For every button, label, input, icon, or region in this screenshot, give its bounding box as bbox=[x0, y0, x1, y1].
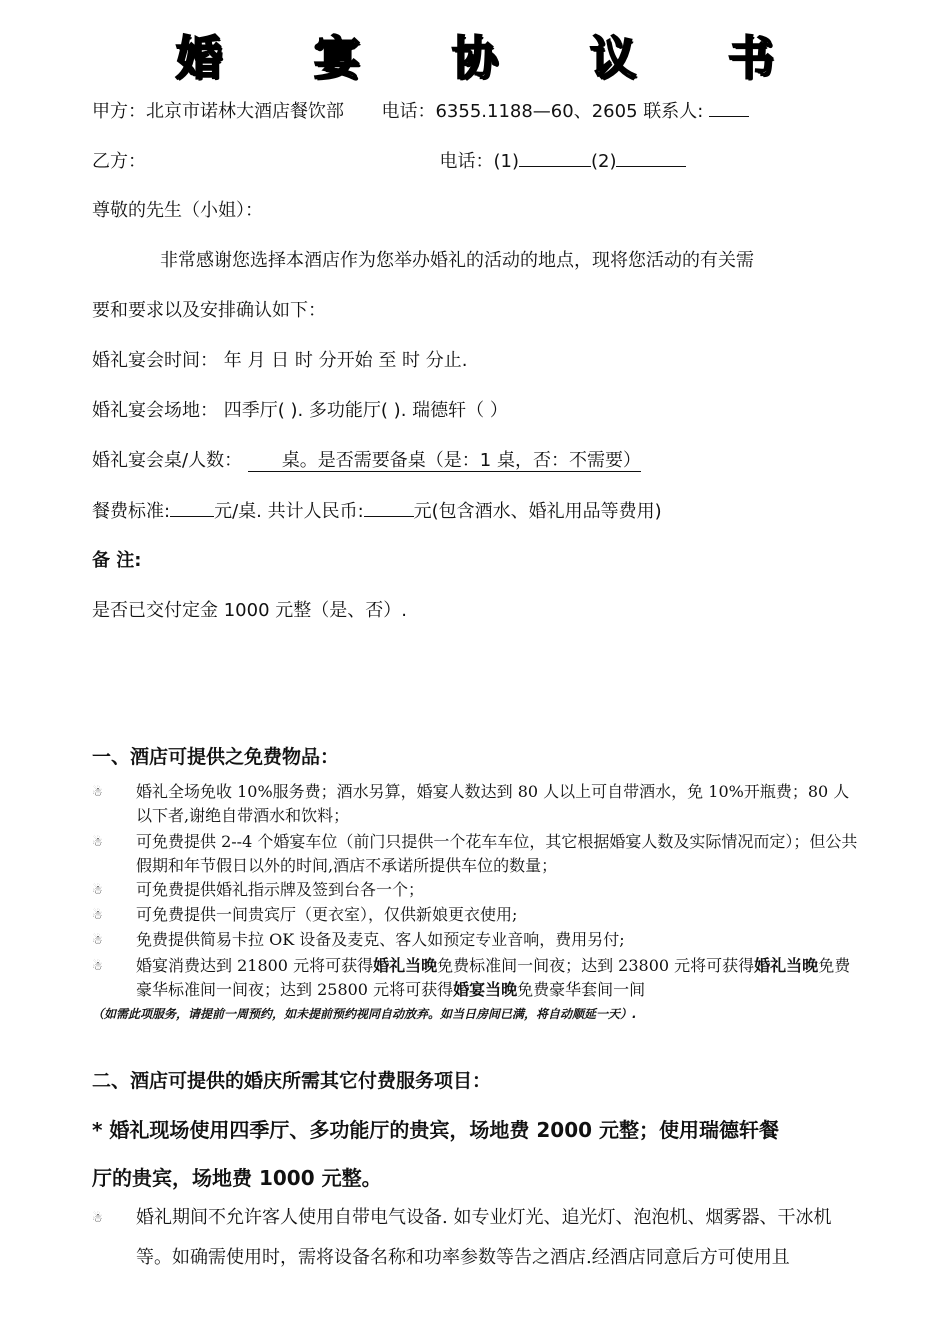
section-2-venue-fee-1: * 婚礼现场使用四季厅、多功能厅的贵宾，场地费 2000 元整；使用瑞德轩餐 bbox=[92, 1118, 780, 1142]
wedding-time-line: 婚礼宴会时间： 年 月 日 时 分开始 至 时 分止. bbox=[92, 350, 468, 371]
tables-line bbox=[92, 446, 641, 472]
bullet-icon: ☃ bbox=[92, 835, 103, 849]
list-item: ☃ 可免费提供婚礼指示牌及签到台各一个； bbox=[92, 878, 862, 902]
party-b-name: 乙方： bbox=[92, 150, 146, 172]
party-b-phone-label: 电话：(1) bbox=[439, 150, 519, 172]
section-1-note: （如需此项服务，请提前一周预约，如未提前预约视同自动放弃。如当日房间已满，将自动顺延一天）. bbox=[92, 1007, 637, 1021]
fee-per-table-blank[interactable] bbox=[170, 496, 214, 517]
tables-label: 婚礼宴会桌/人数： bbox=[92, 450, 243, 471]
list-item: ☃ 婚宴消费达到 21800 元将可获得婚礼当晚免费标准间一间夜；达到 23800 元将可获得婚礼当晚免费豪华标准间一间夜；达到 25800 元将可获得婚宴当晚免费豪华套间一间 bbox=[92, 956, 851, 999]
bullet-icon: ☃ bbox=[92, 1211, 103, 1225]
remark-label: 备 注: bbox=[92, 550, 142, 571]
fee-total-blank[interactable] bbox=[364, 496, 414, 517]
intro-line-2: 要和要求以及安排确认如下： bbox=[92, 300, 326, 321]
document-title: 婚 宴 协 议 书 bbox=[175, 31, 813, 85]
fee-per-table-text: 元/桌. 共计人民币: bbox=[214, 500, 364, 522]
bullet-icon: ☃ bbox=[92, 908, 103, 922]
section-2-heading: 二、酒店可提供的婚庆所需其它付费服务项目： bbox=[92, 1070, 492, 1092]
fee-line bbox=[92, 496, 662, 523]
bullet-icon: ☃ bbox=[92, 785, 103, 799]
list-item: ☃ 可免费提供一间贵宾厅（更衣室），仅供新娘更衣使用; bbox=[92, 903, 862, 927]
party-a-name: 甲方：北京市诺林大酒店餐饮部 bbox=[92, 100, 344, 122]
list-item: ☃ 婚礼全场免收 10%服务费；酒水另算，婚宴人数达到 80 人以上可自带酒水，免 10%开瓶费；80 人以下者,谢绝自带酒水和饮料； bbox=[92, 782, 850, 825]
party-b-line bbox=[92, 146, 686, 173]
list-item: ☃ 免费提供简易卡拉 OK 设备及麦克、客人如预定专业音响，费用另付; bbox=[92, 928, 862, 952]
list-item: ☃ 可免费提供 2--4 个婚宴车位（前门只提供一个花车车位，其它根据婚宴人数及实际情况而定）；但公共假期和年节假日以外的时间,酒店不承诺所提供车位的数量； bbox=[92, 832, 858, 875]
deposit-line: 是否已交付定金 1000 元整（是、否）. bbox=[92, 600, 407, 621]
bullet-icon: ☃ bbox=[92, 933, 103, 947]
tables-value[interactable]: 桌。是否需要备桌（是：1 桌，否：不需要） bbox=[248, 450, 641, 472]
bullet-icon: ☃ bbox=[92, 959, 103, 973]
phone-2-blank[interactable] bbox=[616, 146, 686, 167]
wedding-venue-line: 婚礼宴会场地： 四季厅( ). 多功能厅( ). 瑞德轩（ ） bbox=[92, 400, 508, 421]
section-2-venue-fee-2: 厅的贵宾，场地费 1000 元整。 bbox=[92, 1166, 382, 1190]
list-item: ☃ 婚礼期间不允许客人使用自带电气设备. 如专业灯光、追光灯、泡泡机、烟雾器、干冰机等。如确需使用时，需将设备名称和功率参数等告之酒店.经酒店同意后方可使用且 bbox=[92, 1198, 862, 1278]
fee-total-text: 元(包含酒水、婚礼用品等费用) bbox=[413, 500, 662, 522]
contact-blank[interactable] bbox=[709, 96, 749, 117]
party-a-line bbox=[92, 96, 749, 123]
section-1-heading: 一、酒店可提供之免费物品： bbox=[92, 746, 340, 768]
party-b-phone-2: (2) bbox=[590, 150, 617, 172]
bullet-icon: ☃ bbox=[92, 883, 103, 897]
fee-label: 餐费标准: bbox=[92, 500, 171, 522]
phone-1-blank[interactable] bbox=[519, 146, 591, 167]
salutation: 尊敬的先生（小姐）： bbox=[92, 200, 263, 221]
party-a-phone: 电话：6355.1188—60、2605 联系人: bbox=[381, 100, 704, 122]
intro-line-1: 非常感谢您选择本酒店作为您举办婚礼的活动的地点，现将您活动的有关需 bbox=[160, 250, 754, 271]
